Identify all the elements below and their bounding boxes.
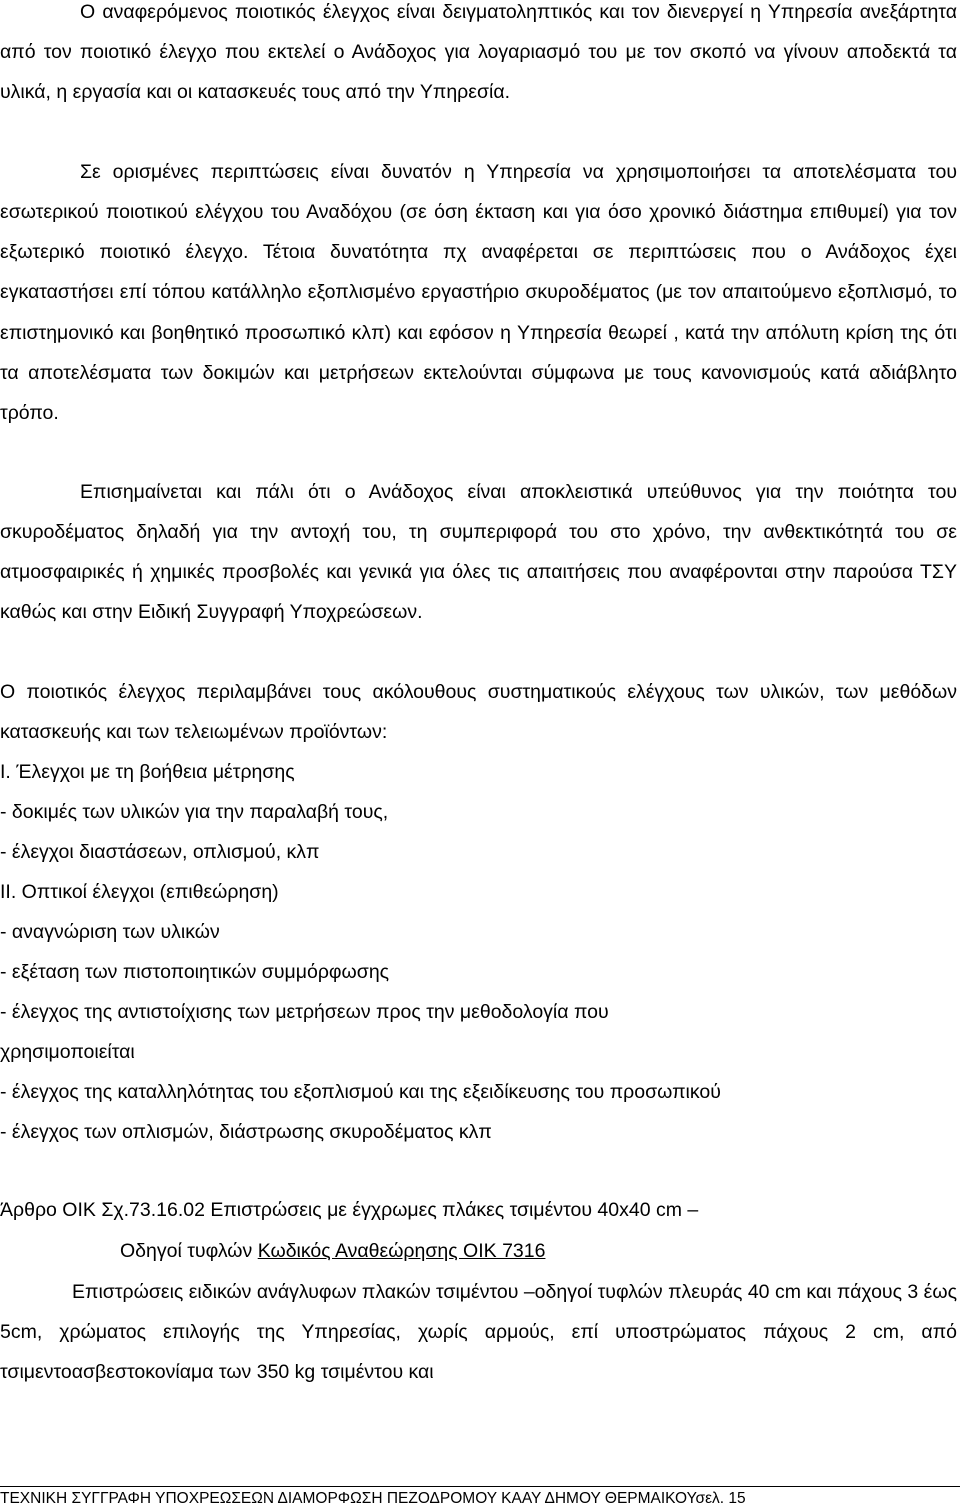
list-item: - έλεγχος της αντιστοίχισης των μετρήσεων προς την μεθοδολογία που (0, 1001, 609, 1023)
list-item: - έλεγχος των οπλισμών, διάστρωσης σκυροδέματος κλπ (0, 1121, 492, 1143)
article-subheading (120, 1239, 545, 1263)
paragraph-internal-quality-results: Σε ορισμένες περιπτώσεις είναι δυνατόν η Υπηρεσία να χρησιμοποιήσει τα αποτελέσματα του εσωτερικού ποιοτικού ελέγχου του Αναδόχου (σε όση έκταση και για όσο χρονικό διάστημα επιθυμεί) για τον εξωτερικό ποιοτικό έλεγχο. Τέτοια δυνατότητα πχ αναφέρεται σε περιπτώσεις που ο Ανάδοχος έχει εγκαταστήσει επί τόπου κατάλληλο εξοπλισμένο εργαστήριο σκυροδέματος (με τον απαιτούμενο εξοπλισμό, το επιστημονικό και βοηθητικό προσωπικό κλπ) και εφόσον η Υπηρεσία θεωρεί , κατά την απόλυτη κρίση της ότι τα αποτελέσματα των δοκιμών και μετρήσεων εκτελούνται σύμφωνα με τους κανονισμούς κατά αδιάβλητο τρόπο. (0, 161, 957, 424)
list-item: - έλεγχος της καταλληλότητας του εξοπλισμού και της εξειδίκευσης του προσωπικού (0, 1081, 721, 1103)
paragraph-quality-control-sampling: Ο αναφερόμενος ποιοτικός έλεγχος είναι δειγματοληπτικός και τον διενεργεί η Υπηρεσία ανεξάρτητα από τον ποιοτικό έλεγχο που εκτελεί ο Ανάδοχος για λογαριασμό του με τον σκοπό να γίνουν αποδεκτά τα υλικά, η εργασία και οι κατασκευές τους από την Υπηρεσία. (0, 1, 957, 104)
paragraph-contractor-responsibility: Επισημαίνεται και πάλι ότι ο Ανάδοχος είναι αποκλειστικά υπεύθυνος για την ποιότητα του σκυροδέματος δηλαδή για την αντοχή του, τη συμπεριφορά του στο χρόνο, την ανθεκτικότητά του σε ατμοσφαιρικές ή χημικές προσβολές και γενικά για όλες τις απαιτήσεις που αναφέρονται στην παρούσα ΤΣΥ καθώς και στην Ειδική Συγγραφή Υποχρεώσεων. (0, 481, 957, 624)
list-item: - εξέταση των πιστοποιητικών συμμόρφωσης (0, 961, 390, 983)
article-heading: Άρθρο ΟΙΚ Σχ.73.16.02 Επιστρώσεις με έγχρωμες πλάκες τσιμέντου 40x40 cm – (0, 1199, 699, 1221)
page-footer (0, 1486, 960, 1508)
list-heading-visual-checks: ΙΙ. Οπτικοί έλεγχοι (επιθεώρηση) (0, 881, 279, 903)
paragraph-quality-checks-intro: Ο ποιοτικός έλεγχος περιλαμβάνει τους ακόλουθους συστηματικούς ελέγχους των υλικών, των μεθόδων κατασκευής και των τελειωμένων προϊόντων: (0, 681, 957, 744)
footer-text: ΤΕΧΝΙΚΗ ΣΥΓΓΡΑΦΗ ΥΠΟΧΡΕΩΣΕΩΝ ΔΙΑΜΟΡΦΩΣΗ ΠΕΖΟΔΡΟΜΟΥ ΚΑΑΥ ΔΗΜΟΥ ΘΕΡΜΑΙΚΟΥσελ. 15 (0, 1490, 746, 1507)
article-subheading-prefix: Οδηγοί τυφλών (120, 1240, 258, 1262)
list-item-continuation: χρησιμοποιείται (0, 1041, 135, 1063)
paragraph-tactile-paving-description: Επιστρώσεις ειδικών ανάγλυφων πλακών τσιμέντου –οδηγοί τυφλών πλευράς 40 cm και πάχους 3 έως 5cm, χρώματος επιλογής της Υπηρεσίας, χωρίς αρμούς, επί υποστρώματος πάχους 2 cm, από τσιμεντοασβεστοκονίαμα των 350 kg τσιμέντου και (0, 1281, 957, 1384)
revision-code-link: Κωδικός Αναθεώρησης ΟΙΚ 7316 (257, 1240, 546, 1262)
list-heading-measurement-checks: Ι. Έλεγχοι με τη βοήθεια μέτρησης (0, 761, 295, 783)
list-item: - αναγνώριση των υλικών (0, 921, 220, 943)
list-item: - έλεγχοι διαστάσεων, οπλισμού, κλπ (0, 841, 320, 863)
list-item: - δοκιμές των υλικών για την παραλαβή τους, (0, 801, 389, 823)
